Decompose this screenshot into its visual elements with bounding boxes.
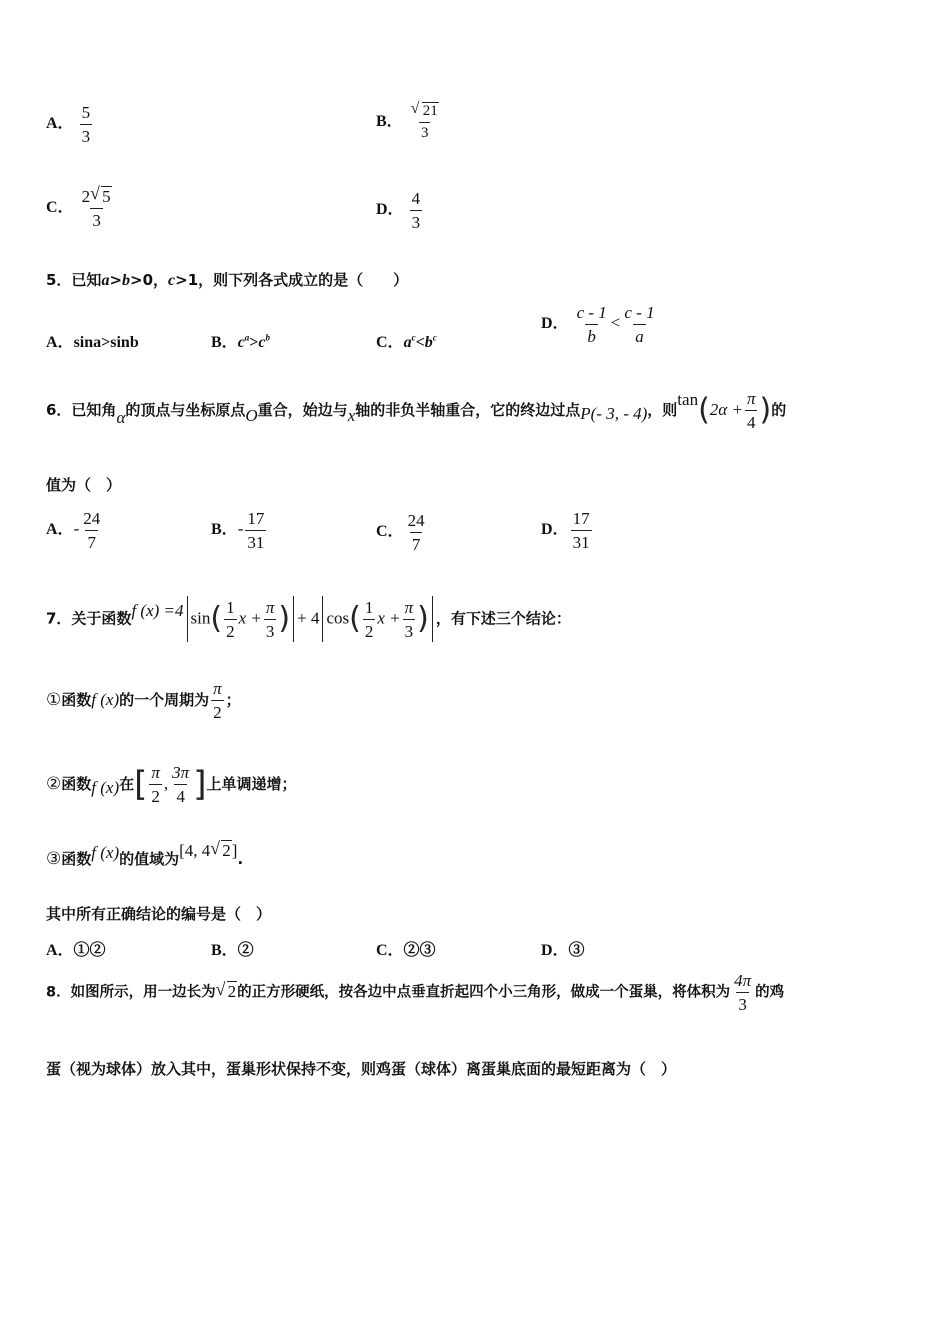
option-label: D． [376, 201, 404, 219]
option-label: C． [46, 199, 74, 217]
option-label: A． [46, 115, 74, 133]
question-6-stem-cont: 值为（ ） [46, 476, 122, 494]
q7-conclusion-2: ②函数f (x)在[ $\frac{\pi}{2}$ , $\frac{3\pi}{4}$ ]上单调递增； [46, 763, 297, 806]
q6-option-b: B．- $\frac{17}{31}$ [211, 509, 265, 552]
q6-option-c: C． $\frac{24}{7}$ [376, 511, 425, 554]
option-label: B． [376, 113, 403, 131]
q7-conclusion-3: ③函数f (x)的值域为[4, 4 √ 2]. [46, 838, 244, 868]
q7-option-d: D．③ [541, 942, 585, 959]
q5-option-c: C．$a^c<b^c$ [376, 332, 437, 351]
q7-option-b: B．② [211, 942, 254, 959]
q5-option-b: B．$c^a>c^b$ [211, 332, 271, 351]
q7-summary: 其中所有正确结论的编号是（ ） [46, 905, 272, 923]
q6-option-a: A．- $\frac{24}{7}$ [46, 509, 101, 552]
q5-option-d: D． $\frac{c - 1}{b}$ < $\frac{c - 1}{a}$ [541, 303, 655, 346]
q7-option-a: A．①② [46, 942, 106, 959]
option-b: B． √ 21 3 [376, 100, 438, 141]
option-d: D． $\frac{4}{3}$ [376, 189, 421, 232]
question-8-stem: 8．如图所示，用一边长为 √ 2的正方形硬纸，按各边中点垂直折起四个小三角形，做成一个蛋巢，将体积为 $\frac{4\pi}{3}$ 的鸡 [46, 971, 785, 1014]
question-8-stem-cont: 蛋（视为球体）放入其中，蛋巢形状保持不变，则鸡蛋（球体）离蛋巢底面的最短距离为（ ） [46, 1060, 677, 1078]
q6-option-d: D． $\frac{17}{31}$ [541, 509, 590, 552]
q7-option-c: C．②③ [376, 942, 436, 959]
question-7-stem: 7．关于函数f (x) =4 sin( $\frac{1}{2}$ x + $\frac{\pi}{3}$ ) + 4 cos( $\frac{1}{2}$ x + $\frac{\pi}{3}$ ) ，有下述三个结论： [46, 597, 571, 641]
question-6-stem: 6．已知角α的顶点与坐标原点O重合，始边与x轴的非负半轴重合，它的终边过点P(- 3, - 4)，则tan(2α + $\frac{\pi}{4}$ )的 [46, 389, 787, 432]
option-c: C． 2 √ 5 3 [46, 183, 111, 230]
question-5-stem: 5．已知a>b>0，c>1，则下列各式成立的是（ ） [46, 271, 409, 289]
option-a: A． $\frac{5}{3}$ [46, 103, 91, 146]
q7-conclusion-1: ①函数f (x)的一个周期为 $\frac{\pi}{2}$ ； [46, 679, 241, 722]
q5-option-a: A．sina>sinb [46, 334, 139, 351]
